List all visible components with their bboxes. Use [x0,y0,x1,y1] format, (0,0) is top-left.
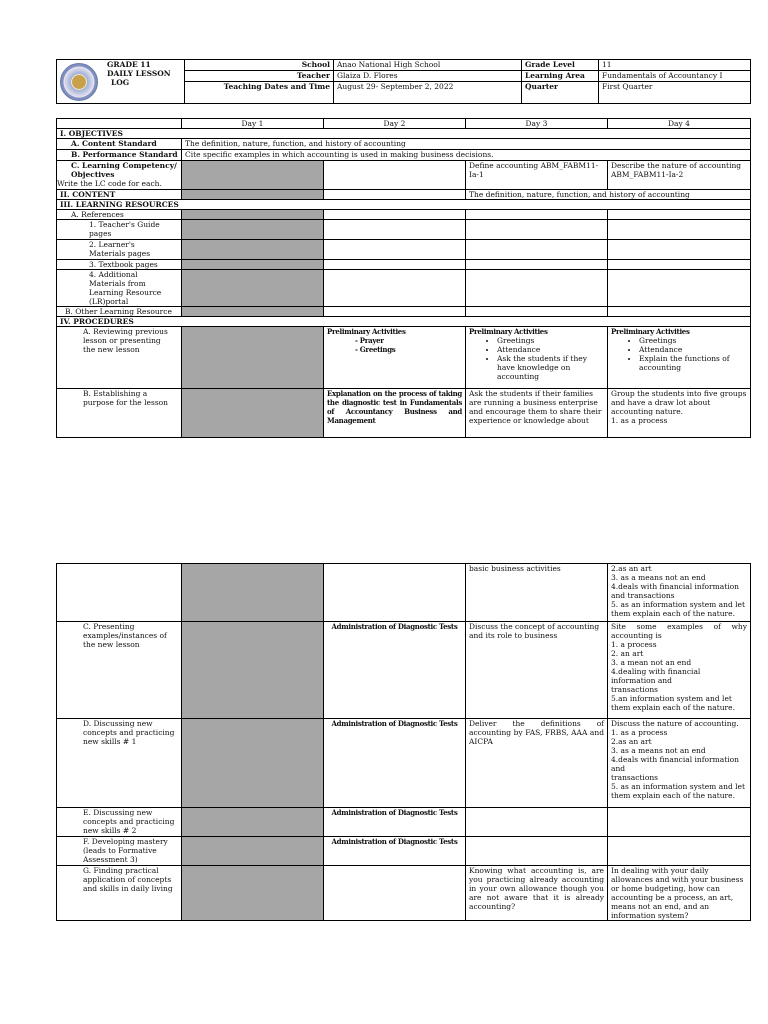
example-line: 3. a mean not an end [611,658,692,667]
proc-g-day3: Knowing what accounting is, are you practicing already accounting in your own allowance though you are not aware that it is already accounting? [466,866,608,921]
dll-title [57,60,185,104]
proc-c-day3: Discuss the concept of accounting and its role to business [466,622,608,719]
example-line: 1. a process [611,640,657,649]
cont-day3: basic business activities [466,564,608,622]
objectives-heading: I. OBJECTIVES [57,129,751,139]
quarter-value: First Quarter [599,82,751,104]
teacher-label: Teacher [185,71,334,82]
cont-day4 [608,564,751,622]
example-line: 2. an art [611,649,644,658]
title-line: GRADE 11 [107,60,151,69]
learning-area-value: Fundamentals of Accountancy I [599,71,751,82]
nature-line: 4.deals with financial information and [611,755,739,773]
list-item: • Attendance [639,345,747,354]
list-item: • Explain the functions of accounting [639,354,747,372]
grade-level-value: 11 [599,60,751,71]
list-item: - Greetings [355,345,462,354]
proc-d-day3: Deliver the definitions of accounting by FAS, FRBS, AAA and AICPA [466,719,608,808]
header-table [56,59,751,104]
proc-a-label: A. Reviewing previous lesson or presenting the new lesson [57,327,182,389]
lesson-table-page2 [56,563,751,921]
school-label: School [185,60,334,71]
teacher-value: Glaiza D. Flores [334,71,522,82]
content-day3: The definition, nature, function, and history of accounting [466,190,751,200]
resources-heading: III. LEARNING RESOURCES [57,200,751,210]
list-item: • Attendance [497,345,604,354]
proc-e-day2: Administration of Diagnostic Tests [324,808,466,837]
nature-line: 3. as a means not an end [611,746,706,755]
procedures-heading: IV. PROCEDURES [57,317,751,327]
proc-c-label: C. Presenting examples/instances of the new lesson [57,622,182,719]
learning-area-label: Learning Area [522,71,599,82]
proc-b-day4 [608,389,751,438]
learners-materials-label: 2. Learner's Materials pages [57,240,182,260]
teachers-guide-label: 1. Teacher's Guide pages [57,220,182,240]
quarter-label: Quarter [522,82,599,104]
nature-line: 2.as an art [611,737,652,746]
school-value: Anao National High School [334,60,522,71]
list-item: - Prayer [355,336,462,345]
lesson-table-page1 [56,118,751,438]
grade-level-label: Grade Level [522,60,599,71]
proc-f-label: F. Developing mastery (leads to Formative Assessment 3) [57,837,182,866]
references-label: A. References [57,210,182,220]
day3-header: Day 3 [466,119,608,129]
day2-header: Day 2 [324,119,466,129]
proc-a-day3 [466,327,608,389]
preliminary-title: Preliminary Activities [469,327,548,336]
list-item: • Greetings [639,336,747,345]
example-line: transactions [611,685,659,694]
additional-materials-label: 4. Additional Materials from Learning Resource (LR)portal [57,270,182,307]
nature-line: 4.deals with financial information and transactions [611,582,739,600]
proc-d-day2: Administration of Diagnostic Tests [324,719,466,808]
day1-header: Day 1 [182,119,324,129]
other-resource-label: B. Other Learning Resource [57,307,182,317]
performance-standard-label: B. Performance Standard [57,150,182,161]
title-line: DAILY LESSON [107,69,171,78]
nature-line: 1. as a process [611,728,668,737]
proc-b-day2: Explanation on the process of taking the diagnostic test in Fundamentals of Accountancy Business and Management [324,389,466,438]
example-line: Site some examples of why accounting is [611,622,747,640]
content-standard-label: A. Content Standard [57,139,182,150]
list-item: • Ask the students if they have knowledge on accounting [497,354,604,381]
proc-c-day2: Administration of Diagnostic Tests [324,622,466,719]
proc-c-day4 [608,622,751,719]
proc-b-day4-text: Group the students into five groups and have a draw lot about accounting nature. [611,389,747,416]
content-heading: II. CONTENT [57,190,182,200]
title-line: LOG [111,78,130,87]
proc-a-day4 [608,327,751,389]
proc-g-day4: In dealing with your daily allowances and with your business or home budgeting, how can accounting be a process, an art, means not an end, and an information system? [608,866,751,921]
nature-line: transactions [611,773,659,782]
preliminary-title: Preliminary Activities [327,327,406,336]
nature-line: 5. as an information system and let them explain each of the nature. [611,782,745,800]
nature-line: 5. as an information system and let them explain each of the nature. [611,600,745,618]
proc-b-label: B. Establishing a purpose for the lesson [57,389,182,438]
proc-f-day2: Administration of Diagnostic Tests [324,837,466,866]
nature-line: 3. as a means not an end [611,573,706,582]
textbook-label: 3. Textbook pages [57,260,182,270]
proc-g-label: G. Finding practical application of concepts and skills in daily living [57,866,182,921]
dates-label: Teaching Dates and Time [185,82,334,104]
proc-b-day4-item: 1. as a process [611,416,668,425]
list-item: • Greetings [497,336,604,345]
proc-d-day4 [608,719,751,808]
dates-value: August 29- September 2, 2022 [334,82,522,104]
example-line: 4.dealing with financial information and [611,667,701,685]
proc-e-label: E. Discussing new concepts and practicing new skills # 2 [57,808,182,837]
proc-b-day3: Ask the students if their families are running a business enterprise and encourage them to share their experience or knowledge about [466,389,608,438]
competency-day3: Define accounting ABM_FABM11-Ia-1 [466,161,608,190]
example-line: 5.an information system and let them explain each of the nature. [611,694,735,712]
day4-header: Day 4 [608,119,751,129]
proc-a-day2 [324,327,466,389]
preliminary-title: Preliminary Activities [611,327,690,336]
nature-line: Discuss the nature of accounting. [611,719,739,728]
lc-note: Write the LC code for each. [57,179,162,188]
competency-label: C. Learning Competency/ Objectives [71,161,177,179]
performance-standard-value: Cite specific examples in which accounting is used in making business decisions. [182,150,751,161]
competency-cell [57,161,182,190]
competency-day4: Describe the nature of accounting ABM_FABM11-Ia-2 [608,161,751,190]
content-standard-value: The definition, nature, function, and history of accounting [182,139,751,150]
proc-d-label: D. Discussing new concepts and practicing new skills # 1 [57,719,182,808]
nature-line: 2.as an art [611,564,652,573]
